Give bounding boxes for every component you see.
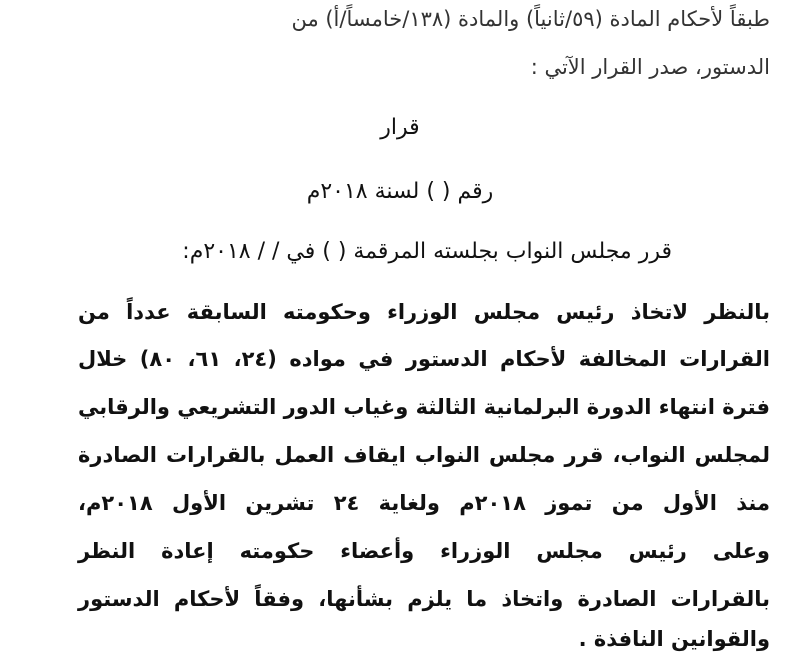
decision-title: قرار [380, 115, 420, 140]
preamble-line-1: طبقاً لأحكام المادة (٥٩/ثانياً) والمادة (١٣٨/خامساً/أ) من [291, 7, 770, 31]
decision-number: رقم ( ) لسنة ٢٠١٨م [306, 179, 494, 204]
session-line: قرر مجلس النواب بجلسته المرقمة ( ) في / / ٢٠١٨م: [182, 239, 672, 264]
body-line-8: والقوانين النافذة . [578, 627, 770, 651]
preamble-line-2: الدستور، صدر القرار الآتي : [530, 55, 770, 79]
body-line-6: وعلى رئيس مجلس الوزراء وأعضاء حكومته إعادة النظر [78, 539, 770, 563]
body-line-5: منذ الأول من تموز ٢٠١٨م ولغاية ٢٤ تشرين الأول ٢٠١٨م، [78, 491, 770, 515]
body-line-7: بالقرارات الصادرة واتخاذ ما يلزم بشأنها، وفقاً لأحكام الدستور [78, 587, 770, 611]
body-line-4: لمجلس النواب، قرر مجلس النواب ايقاف العمل بالقرارات الصادرة [78, 443, 770, 467]
body-line-2: القرارات المخالفة لأحكام الدستور في مواده (٢٤، ٦١، ٨٠) خلال [78, 347, 770, 371]
body-line-1: بالنظر لاتخاذ رئيس مجلس الوزراء وحكومته السابقة عدداً من [78, 300, 770, 324]
body-line-3: فترة انتهاء الدورة البرلمانية الثالثة وغياب الدور التشريعي والرقابي [77, 395, 770, 419]
